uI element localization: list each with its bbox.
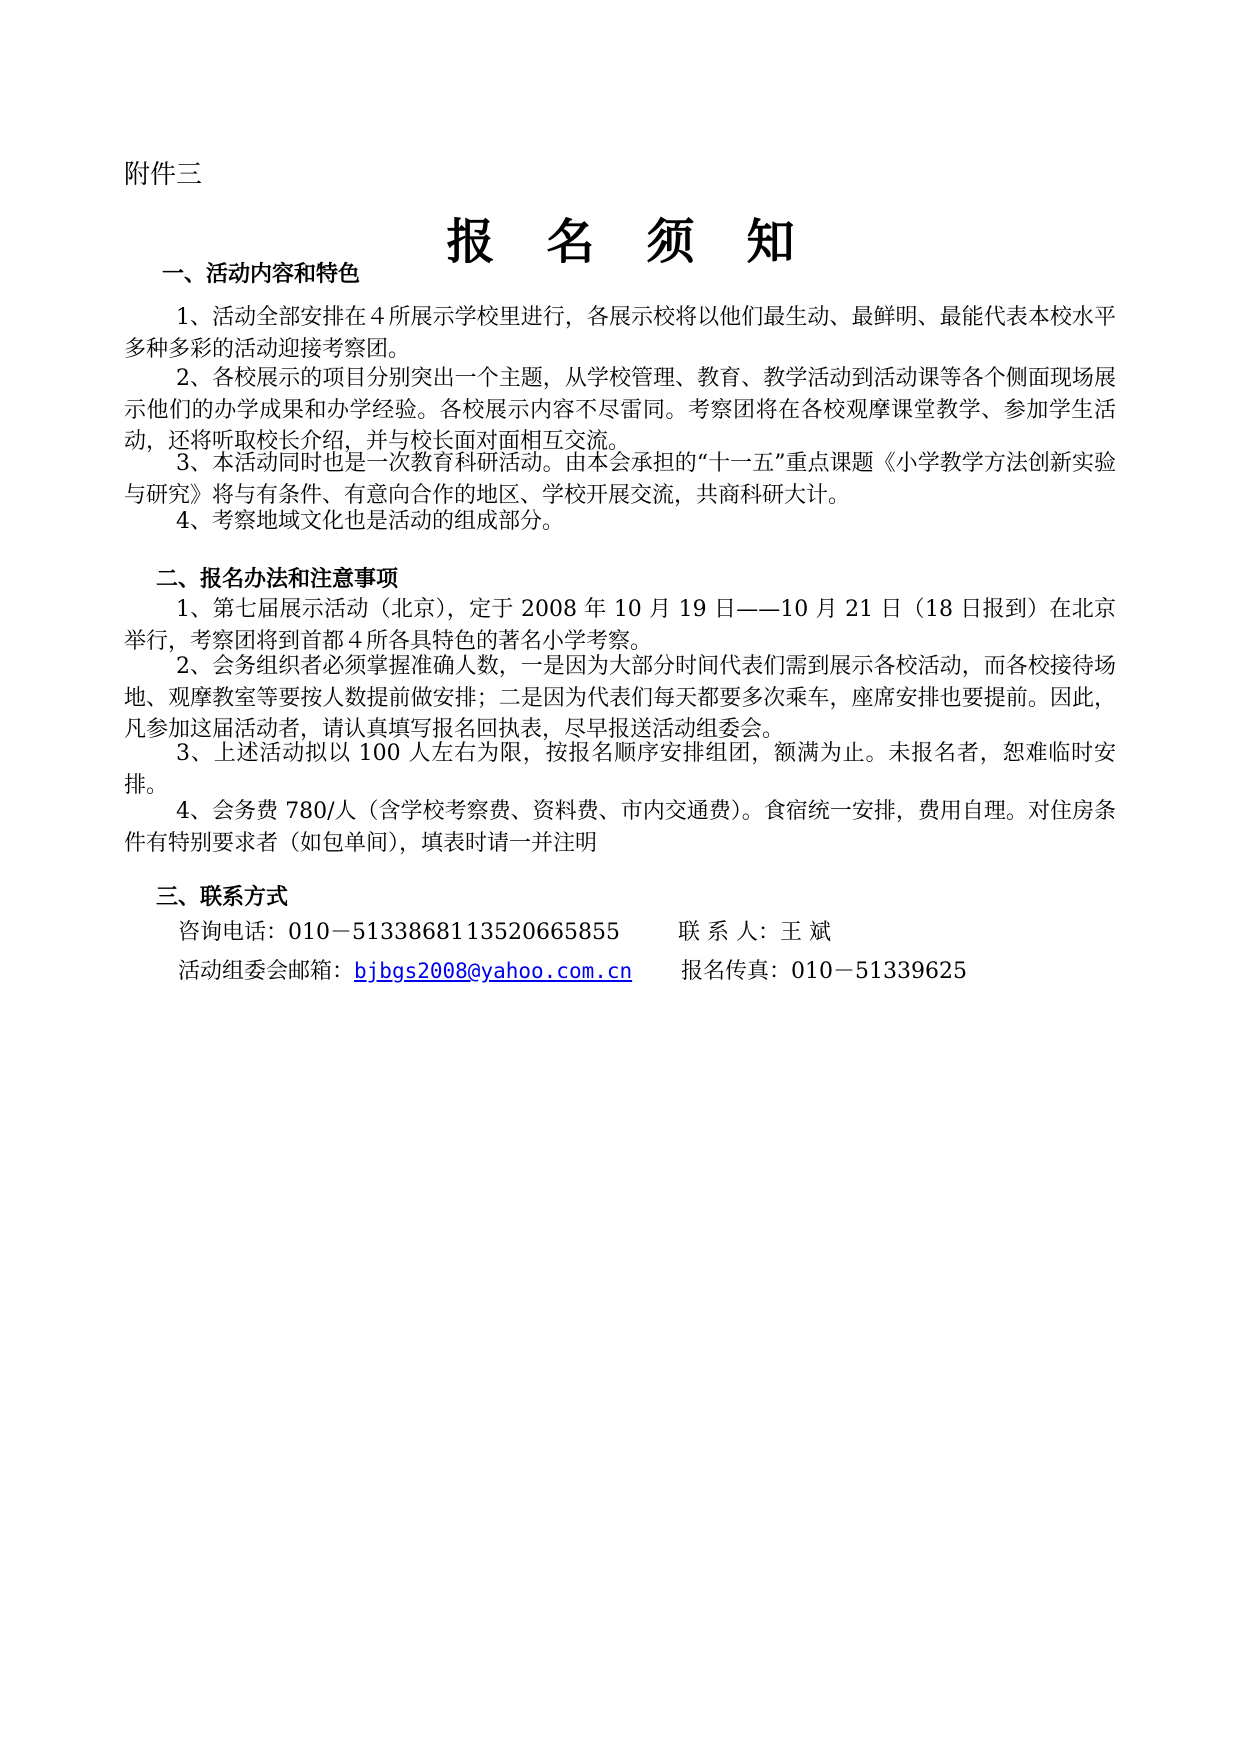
email-link[interactable]: bjbgs2008@yahoo.com.cn [354, 959, 633, 983]
page-title: 报名须知 [446, 214, 847, 270]
section1-paragraph-1: 1、活动全部安排在４所展示学校里进行，各展示校将以他们最生动、最鲜明、最能代表本校水平多种多彩的活动迎接考察团。 [124, 305, 1116, 362]
section1-paragraph-3: 3、本活动同时也是一次教育科研活动。由本会承担的“十一五”重点课题《小学教学方法创新实验与研究》将与有条件、有意向合作的地区、学校开展交流，共商科研大计。 [124, 451, 1116, 508]
section1-paragraph-2: 2、各校展示的项目分别突出一个主题，从学校管理、教育、教学活动到活动课等各个侧面现场展示他们的办学成果和办学经验。各校展示内容不尽雷同。考察团将在各校观摩课堂教学、参加学生活动，还将听取校长介绍，并与校长面对面相互交流。 [124, 366, 1116, 454]
email-label: 活动组委会邮箱： [178, 959, 355, 984]
section-heading-registration: 二、报名办法和注意事项 [156, 567, 399, 592]
section2-paragraph-3: 3、上述活动拟以 100 人左右为限，按报名顺序安排组团，额满为止。未报名者，恕难临时安排。 [124, 741, 1116, 798]
section-heading-contact: 三、联系方式 [156, 885, 289, 910]
phone-number-1: 010－51338681 [288, 920, 464, 945]
attachment-label: 附件三 [124, 160, 203, 190]
phone-label: 咨询电话： [178, 920, 289, 945]
section1-paragraph-4: 4、考察地域文化也是活动的组成部分。 [176, 509, 564, 534]
contact-row-email [178, 956, 967, 987]
section-heading-activity-content: 一、活动内容和特色 [162, 262, 361, 287]
contact-person-name: 王 斌 [780, 920, 832, 945]
section2-paragraph-1: 1、第七届展示活动（北京），定于 2008 年 10 月 19 日——10 月 21 日（18 日报到）在北京举行，考察团将到首都４所各具特色的著名小学考察。 [124, 597, 1116, 654]
section2-paragraph-2: 2、会务组织者必须掌握准确人数，一是因为大部分时间代表们需到展示各校活动，而各校接待场地、观摩教室等要按人数提前做安排；二是因为代表们每天都要多次乘车，座席安排也要提前。因此，凡参加这届活动者，请认真填写报名回执表，尽早报送活动组委会。 [124, 654, 1116, 742]
phone-number-2: 13520665855 [466, 920, 620, 945]
contact-row-phone [178, 918, 831, 948]
fax-label: 报名传真： [681, 959, 792, 984]
fax-number: 010－51339625 [791, 959, 967, 984]
contact-person-label: 联 系 人： [678, 920, 781, 945]
section2-paragraph-4: 4、会务费 780/人（含学校考察费、资料费、市内交通费）。食宿统一安排，费用自理。对住房条件有特别要求者（如包单间），填表时请一并注明 [124, 799, 1116, 856]
